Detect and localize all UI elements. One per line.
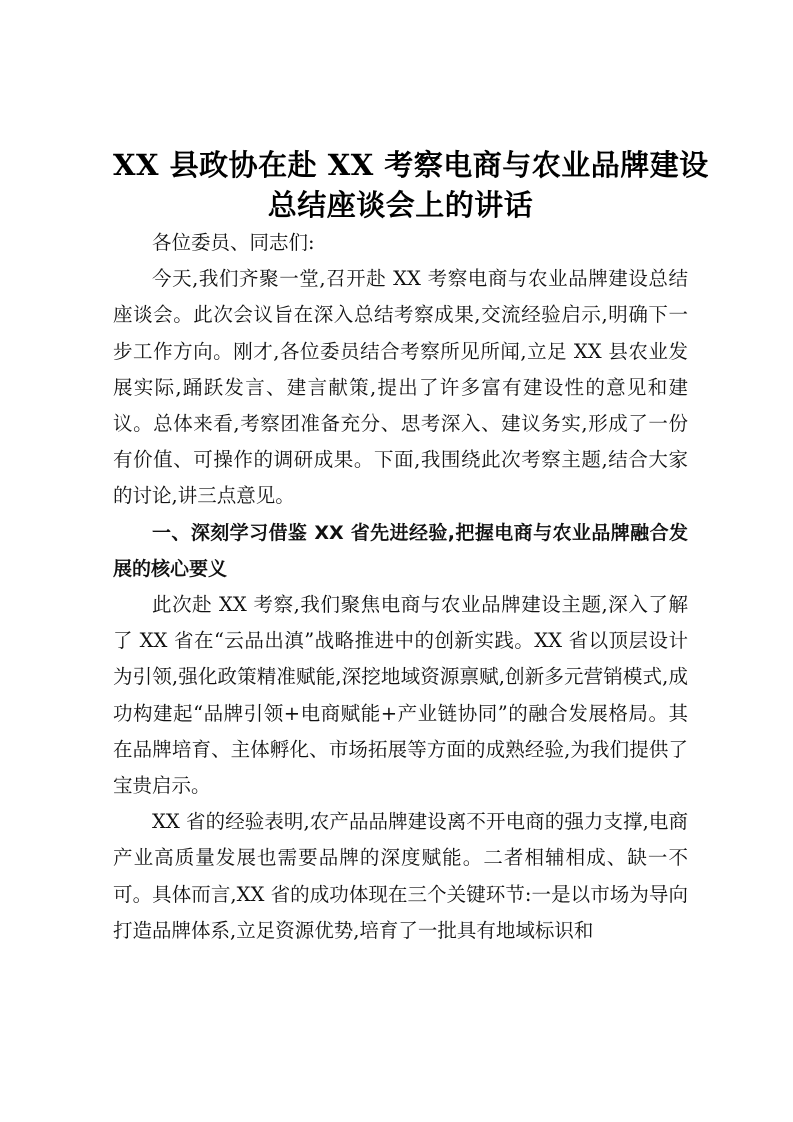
title-line-1: XX 县政协在赴 XX 考察电商与农业品牌建设: [113, 148, 709, 182]
opening-paragraph: 今天,我们齐聚一堂,召开赴 XX 考察电商与农业品牌建设总结座谈会。此次会议旨在深入总结考察成果,交流经验启示,明确下一步工作方向。刚才,各位委员结合考察所见所闻,立足 XX 县农业发展实际,踊跃发言、建言献策,提出了许多富有建设性的意见和建议。总体来看,考察团准备充分、思考深入、建议务实,形成了一份有价值、可操作的调研成果。下面,我围绕此次考察主题,结合大家的讨论,讲三点意见。: [113, 267, 688, 508]
section-1-paragraph-1: 此次赴 XX 考察,我们聚焦电商与农业品牌建设主题,深入了解了 XX 省在“云品出滇”战略推进中的创新实践。XX 省以顶层设计为引领,强化政策精准赋能,深挖地域资源禀赋,创新多元营销模式,成功构建起“品牌引领+电商赋能+产业链协同”的融合发展格局。其在品牌培育、主体孵化、市场拓展等方面的成熟经验,为我们提供了宝贵启示。: [113, 593, 688, 798]
title-line-2: 总结座谈会上的讲话: [267, 188, 534, 222]
document-title: [113, 145, 709, 225]
section-1-paragraph-2: XX 省的经验表明,农产品品牌建设离不开电商的强力支撑,电商产业高质量发展也需要品牌的深度赋能。二者相辅相成、缺一不可。具体而言,XX 省的成功体现在三个关键环节:一是以市场为导向打造品牌体系,立足资源优势,培育了一批具有地域标识和: [113, 810, 688, 942]
salutation: 各位委员、同志们:: [152, 231, 315, 254]
document-body: [113, 225, 688, 949]
section-heading-1: 一、深刻学习借鉴 XX 省先进经验,把握电商与农业品牌融合发展的核心要义: [113, 521, 688, 580]
